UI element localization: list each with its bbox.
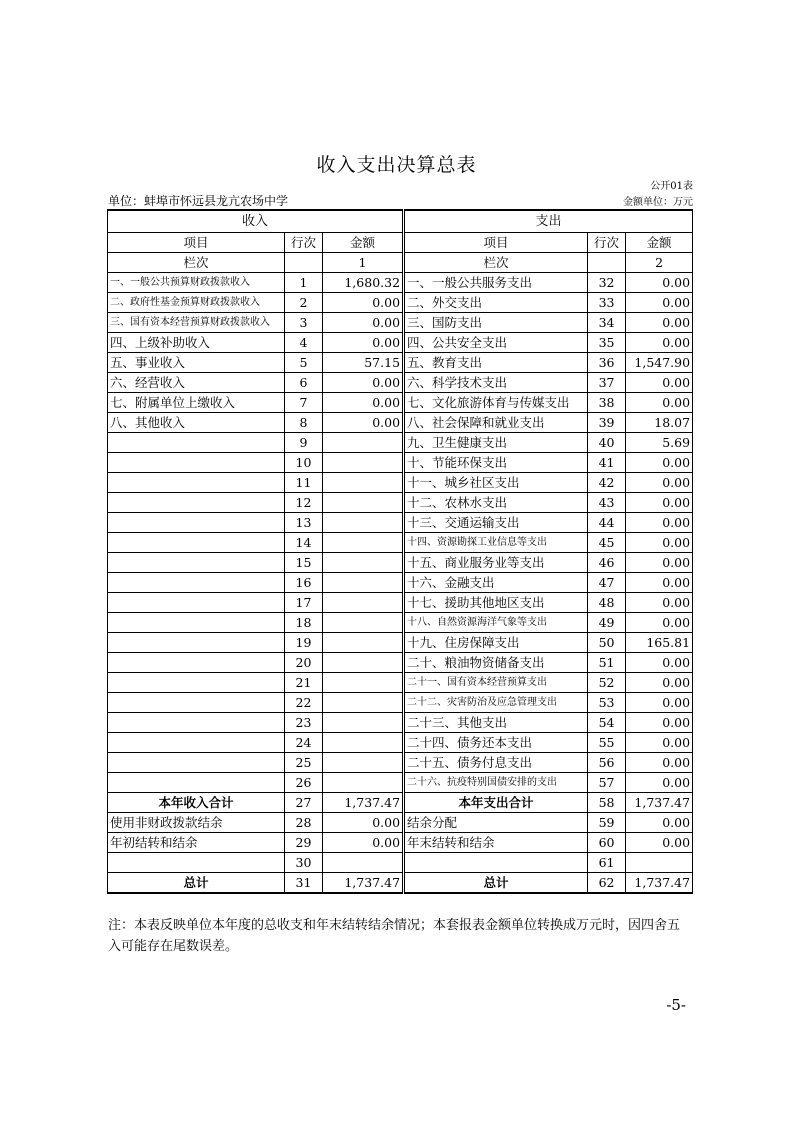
expense-item: 六、科学技术支出 bbox=[405, 372, 588, 392]
expense-line-no: 55 bbox=[588, 732, 626, 752]
income-amount: 0.00 bbox=[323, 372, 403, 392]
expense-amount: 0.00 bbox=[626, 612, 693, 632]
expense-amount: 0.00 bbox=[626, 692, 693, 712]
expense-line-no: 52 bbox=[588, 672, 626, 692]
income-line-no: 8 bbox=[285, 412, 323, 432]
income-amount bbox=[323, 712, 403, 732]
income-item bbox=[108, 552, 285, 572]
table-row bbox=[108, 692, 693, 712]
income-line-no: 14 bbox=[285, 532, 323, 552]
income-line-no: 16 bbox=[285, 572, 323, 592]
income-item bbox=[108, 632, 285, 652]
table-row bbox=[108, 392, 693, 412]
expense-column-label: 栏次 bbox=[405, 252, 588, 272]
table-row bbox=[108, 612, 693, 632]
expense-amount: 0.00 bbox=[626, 732, 693, 752]
expense-amount: 0.00 bbox=[626, 292, 693, 312]
income-line-no: 31 bbox=[285, 872, 323, 893]
expense-item: 十九、住房保障支出 bbox=[405, 632, 588, 652]
income-line-no: 3 bbox=[285, 312, 323, 332]
income-amount bbox=[323, 652, 403, 672]
reporting-unit: 单位：蚌埠市怀远县龙亢农场中学 bbox=[108, 194, 289, 208]
expense-line-no: 51 bbox=[588, 652, 626, 672]
expense-item: 年末结转和结余 bbox=[405, 832, 588, 852]
income-line-no: 26 bbox=[285, 772, 323, 792]
income-item: 本年收入合计 bbox=[108, 792, 285, 812]
expense-line-no: 45 bbox=[588, 532, 626, 552]
income-line-no: 6 bbox=[285, 372, 323, 392]
page-number: -5- bbox=[666, 996, 686, 1014]
expense-column-number: 2 bbox=[626, 252, 693, 272]
income-line-no: 25 bbox=[285, 752, 323, 772]
expense-item: 二十二、灾害防治及应急管理支出 bbox=[405, 692, 588, 712]
income-expense-table bbox=[107, 209, 693, 894]
expense-line-no: 47 bbox=[588, 572, 626, 592]
expense-line-no: 59 bbox=[588, 812, 626, 832]
expense-line-no: 38 bbox=[588, 392, 626, 412]
expense-amount: 0.00 bbox=[626, 532, 693, 552]
expense-line-no: 39 bbox=[588, 412, 626, 432]
table-row bbox=[108, 792, 693, 812]
income-line-no: 24 bbox=[285, 732, 323, 752]
expense-item: 七、文化旅游体育与传媒支出 bbox=[405, 392, 588, 412]
income-item bbox=[108, 772, 285, 792]
expense-line-no: 58 bbox=[588, 792, 626, 812]
form-id: 公开01表 bbox=[650, 181, 693, 192]
income-item bbox=[108, 852, 285, 872]
income-amount bbox=[323, 732, 403, 752]
table-row bbox=[108, 872, 693, 893]
income-line-no: 2 bbox=[285, 292, 323, 312]
expense-item: 十二、农林水支出 bbox=[405, 492, 588, 512]
income-amount bbox=[323, 852, 403, 872]
income-amount bbox=[323, 752, 403, 772]
table-row bbox=[108, 332, 693, 352]
income-amount: 0.00 bbox=[323, 332, 403, 352]
table-row bbox=[108, 832, 693, 852]
expense-line-no: 46 bbox=[588, 552, 626, 572]
table-row bbox=[108, 512, 693, 532]
expense-amount: 18.07 bbox=[626, 412, 693, 432]
income-line-no: 28 bbox=[285, 812, 323, 832]
table-row bbox=[108, 852, 693, 872]
expense-line-no: 43 bbox=[588, 492, 626, 512]
expense-line-no: 53 bbox=[588, 692, 626, 712]
income-column-number: 1 bbox=[323, 252, 403, 272]
income-amount bbox=[323, 452, 403, 472]
expense-item: 十、节能环保支出 bbox=[405, 452, 588, 472]
income-item: 四、上级补助收入 bbox=[108, 332, 285, 352]
expense-amount bbox=[626, 852, 693, 872]
income-amount: 0.00 bbox=[323, 832, 403, 852]
table-row bbox=[108, 272, 693, 292]
income-amount bbox=[323, 432, 403, 452]
income-amount bbox=[323, 592, 403, 612]
income-line-no: 1 bbox=[285, 272, 323, 292]
expense-item: 四、公共安全支出 bbox=[405, 332, 588, 352]
money-unit: 金额单位：万元 bbox=[623, 197, 693, 208]
expense-line-no: 62 bbox=[588, 872, 626, 893]
expense-line-no: 35 bbox=[588, 332, 626, 352]
income-line-no: 18 bbox=[285, 612, 323, 632]
group-header-row bbox=[108, 210, 693, 232]
income-line-no: 27 bbox=[285, 792, 323, 812]
expense-amount: 0.00 bbox=[626, 372, 693, 392]
expense-item: 本年支出合计 bbox=[405, 792, 588, 812]
income-amount bbox=[323, 692, 403, 712]
table-row bbox=[108, 812, 693, 832]
income-item bbox=[108, 572, 285, 592]
expense-line-no: 49 bbox=[588, 612, 626, 632]
expense-line-no: 36 bbox=[588, 352, 626, 372]
expense-amount: 0.00 bbox=[626, 392, 693, 412]
expense-line-no: 33 bbox=[588, 292, 626, 312]
income-item: 使用非财政拨款结余 bbox=[108, 812, 285, 832]
income-item: 八、其他收入 bbox=[108, 412, 285, 432]
income-amount: 57.15 bbox=[323, 352, 403, 372]
expense-amount: 0.00 bbox=[626, 752, 693, 772]
table-row bbox=[108, 372, 693, 392]
expense-amount: 0.00 bbox=[626, 312, 693, 332]
expense-line-no: 41 bbox=[588, 452, 626, 472]
expense-item: 二十四、债务还本支出 bbox=[405, 732, 588, 752]
income-item: 七、附属单位上缴收入 bbox=[108, 392, 285, 412]
income-column-label: 栏次 bbox=[108, 252, 285, 272]
income-line-no: 15 bbox=[285, 552, 323, 572]
income-amount bbox=[323, 632, 403, 652]
table-row bbox=[108, 772, 693, 792]
expense-amount: 0.00 bbox=[626, 552, 693, 572]
table-row bbox=[108, 492, 693, 512]
income-line-no: 7 bbox=[285, 392, 323, 412]
column-header-row bbox=[108, 232, 693, 252]
expense-amount: 0.00 bbox=[626, 772, 693, 792]
income-line-no: 21 bbox=[285, 672, 323, 692]
expense-line-no: 54 bbox=[588, 712, 626, 732]
income-line-no: 20 bbox=[285, 652, 323, 672]
income-amount: 1,680.32 bbox=[323, 272, 403, 292]
income-line-no: 4 bbox=[285, 332, 323, 352]
expense-item: 九、卫生健康支出 bbox=[405, 432, 588, 452]
income-item bbox=[108, 432, 285, 452]
expense-item: 十六、金融支出 bbox=[405, 572, 588, 592]
footnote: 注：本表反映单位本年度的总收支和年末结转结余情况；本套报表金额单位转换成万元时，因四舍五入可能存在尾数误差。 bbox=[108, 918, 681, 954]
expense-amount: 0.00 bbox=[626, 832, 693, 852]
expense-line-header: 行次 bbox=[588, 232, 626, 252]
expense-item: 十八、自然资源海洋气象等支出 bbox=[405, 612, 588, 632]
column-index-row bbox=[108, 252, 693, 272]
table-row bbox=[108, 532, 693, 552]
expense-amount: 0.00 bbox=[626, 572, 693, 592]
expense-item bbox=[405, 852, 588, 872]
income-item bbox=[108, 692, 285, 712]
expense-item: 十四、资源勘探工业信息等支出 bbox=[405, 532, 588, 552]
expense-amount: 0.00 bbox=[626, 332, 693, 352]
expense-item: 二十一、国有资本经营预算支出 bbox=[405, 672, 588, 692]
expense-amount: 5.69 bbox=[626, 432, 693, 452]
expense-amount: 0.00 bbox=[626, 672, 693, 692]
income-group-header: 收入 bbox=[108, 210, 403, 232]
expense-item: 八、社会保障和就业支出 bbox=[405, 412, 588, 432]
table-row bbox=[108, 592, 693, 612]
table-row bbox=[108, 312, 693, 332]
expense-item: 十三、交通运输支出 bbox=[405, 512, 588, 532]
income-item bbox=[108, 492, 285, 512]
income-amount: 0.00 bbox=[323, 312, 403, 332]
expense-amount: 0.00 bbox=[626, 812, 693, 832]
income-line-no: 10 bbox=[285, 452, 323, 472]
income-item bbox=[108, 732, 285, 752]
expense-group-header: 支出 bbox=[405, 210, 693, 232]
expense-line-no: 50 bbox=[588, 632, 626, 652]
income-amount bbox=[323, 472, 403, 492]
income-item: 一、一般公共预算财政拨款收入 bbox=[108, 272, 285, 292]
income-amount bbox=[323, 492, 403, 512]
income-item bbox=[108, 512, 285, 532]
expense-line-no: 57 bbox=[588, 772, 626, 792]
income-item: 五、事业收入 bbox=[108, 352, 285, 372]
expense-line-blank bbox=[588, 252, 626, 272]
income-line-no: 17 bbox=[285, 592, 323, 612]
expense-item: 二十三、其他支出 bbox=[405, 712, 588, 732]
income-item bbox=[108, 612, 285, 632]
table-row bbox=[108, 632, 693, 652]
table-row bbox=[108, 712, 693, 732]
expense-amount: 0.00 bbox=[626, 272, 693, 292]
income-line-no: 5 bbox=[285, 352, 323, 372]
income-item: 总计 bbox=[108, 872, 285, 893]
table-row bbox=[108, 452, 693, 472]
income-amount-header: 金额 bbox=[323, 232, 403, 252]
income-line-no: 13 bbox=[285, 512, 323, 532]
expense-amount: 1,737.47 bbox=[626, 792, 693, 812]
income-item: 六、经营收入 bbox=[108, 372, 285, 392]
table-row bbox=[108, 752, 693, 772]
expense-line-no: 40 bbox=[588, 432, 626, 452]
income-item bbox=[108, 712, 285, 732]
expense-amount: 0.00 bbox=[626, 512, 693, 532]
expense-amount: 0.00 bbox=[626, 472, 693, 492]
report-title: 收入支出决算总表 bbox=[316, 154, 477, 176]
expense-item: 二十五、债务付息支出 bbox=[405, 752, 588, 772]
expense-line-no: 32 bbox=[588, 272, 626, 292]
table-row bbox=[108, 652, 693, 672]
income-item bbox=[108, 472, 285, 492]
expense-amount: 0.00 bbox=[626, 592, 693, 612]
income-amount bbox=[323, 552, 403, 572]
expense-amount: 0.00 bbox=[626, 712, 693, 732]
expense-line-no: 61 bbox=[588, 852, 626, 872]
income-amount bbox=[323, 572, 403, 592]
income-amount bbox=[323, 532, 403, 552]
income-item bbox=[108, 652, 285, 672]
table-row bbox=[108, 432, 693, 452]
expense-line-no: 44 bbox=[588, 512, 626, 532]
expense-item: 二十、粮油物资储备支出 bbox=[405, 652, 588, 672]
expense-item-header: 项目 bbox=[405, 232, 588, 252]
expense-amount: 0.00 bbox=[626, 452, 693, 472]
income-amount: 0.00 bbox=[323, 812, 403, 832]
income-line-no: 12 bbox=[285, 492, 323, 512]
expense-item: 二十六、抗疫特别国债安排的支出 bbox=[405, 772, 588, 792]
income-line-no: 22 bbox=[285, 692, 323, 712]
expense-amount: 1,547.90 bbox=[626, 352, 693, 372]
expense-amount-header: 金额 bbox=[626, 232, 693, 252]
income-line-no: 11 bbox=[285, 472, 323, 492]
income-item bbox=[108, 532, 285, 552]
income-line-blank bbox=[285, 252, 323, 272]
income-line-header: 行次 bbox=[285, 232, 323, 252]
income-line-no: 23 bbox=[285, 712, 323, 732]
income-amount: 1,737.47 bbox=[323, 872, 403, 893]
income-line-no: 29 bbox=[285, 832, 323, 852]
income-amount: 0.00 bbox=[323, 392, 403, 412]
expense-line-no: 56 bbox=[588, 752, 626, 772]
income-amount bbox=[323, 612, 403, 632]
income-amount: 0.00 bbox=[323, 292, 403, 312]
income-amount bbox=[323, 672, 403, 692]
expense-line-no: 48 bbox=[588, 592, 626, 612]
expense-item: 二、外交支出 bbox=[405, 292, 588, 312]
income-item bbox=[108, 672, 285, 692]
income-item: 三、国有资本经营预算财政拨款收入 bbox=[108, 312, 285, 332]
income-line-no: 30 bbox=[285, 852, 323, 872]
income-line-no: 19 bbox=[285, 632, 323, 652]
expense-amount: 165.81 bbox=[626, 632, 693, 652]
income-item: 年初结转和结余 bbox=[108, 832, 285, 852]
expense-item: 结余分配 bbox=[405, 812, 588, 832]
table-row bbox=[108, 732, 693, 752]
expense-amount: 1,737.47 bbox=[626, 872, 693, 893]
expense-item: 三、国防支出 bbox=[405, 312, 588, 332]
income-amount: 0.00 bbox=[323, 412, 403, 432]
income-amount bbox=[323, 512, 403, 532]
expense-amount: 0.00 bbox=[626, 492, 693, 512]
table-row bbox=[108, 572, 693, 592]
table-row bbox=[108, 672, 693, 692]
income-amount: 1,737.47 bbox=[323, 792, 403, 812]
table-row bbox=[108, 552, 693, 572]
expense-item: 一、一般公共服务支出 bbox=[405, 272, 588, 292]
expense-item: 总计 bbox=[405, 872, 588, 893]
expense-line-no: 37 bbox=[588, 372, 626, 392]
expense-item: 十五、商业服务业等支出 bbox=[405, 552, 588, 572]
income-item-header: 项目 bbox=[108, 232, 285, 252]
expense-line-no: 34 bbox=[588, 312, 626, 332]
income-item bbox=[108, 592, 285, 612]
table-row bbox=[108, 412, 693, 432]
expense-amount: 0.00 bbox=[626, 652, 693, 672]
expense-item: 五、教育支出 bbox=[405, 352, 588, 372]
expense-item: 十一、城乡社区支出 bbox=[405, 472, 588, 492]
income-line-no: 9 bbox=[285, 432, 323, 452]
table-row bbox=[108, 352, 693, 372]
table-row bbox=[108, 472, 693, 492]
income-item: 二、政府性基金预算财政拨款收入 bbox=[108, 292, 285, 312]
expense-line-no: 60 bbox=[588, 832, 626, 852]
income-item bbox=[108, 452, 285, 472]
income-item bbox=[108, 752, 285, 772]
expense-item: 十七、援助其他地区支出 bbox=[405, 592, 588, 612]
table-row bbox=[108, 292, 693, 312]
expense-line-no: 42 bbox=[588, 472, 626, 492]
income-amount bbox=[323, 772, 403, 792]
